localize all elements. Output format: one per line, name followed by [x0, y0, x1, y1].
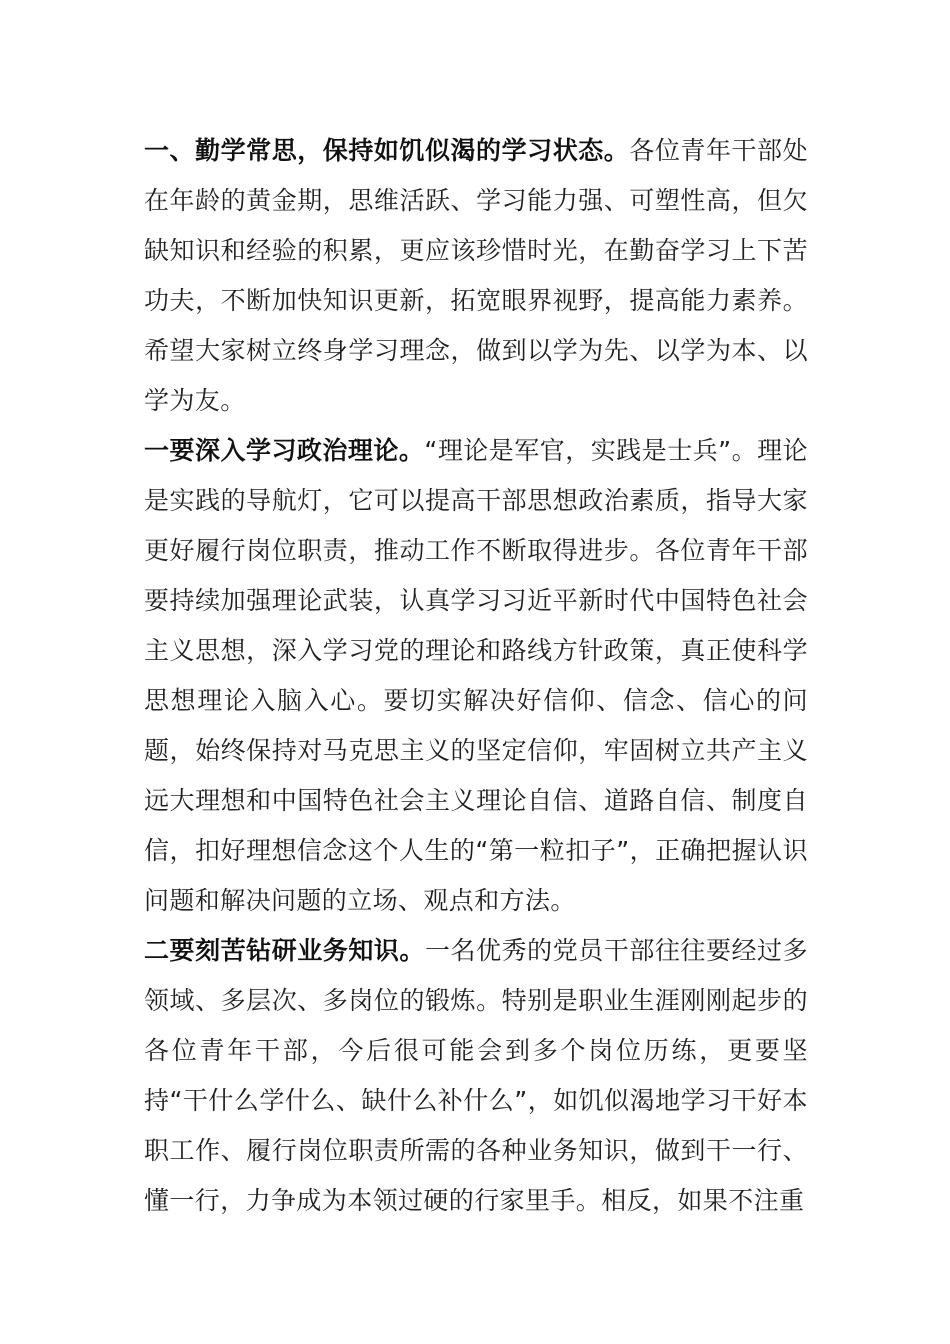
paragraph-study-state	[144, 126, 808, 426]
paragraph-heading: 一、勤学常思，保持如饥似渴的学习状态。	[144, 136, 630, 165]
paragraph-text: “理论是军官，实践是士兵”。理论是实践的导航灯，它可以提高干部思想政治素质，指导大家更好履行岗位职责，推动工作不断取得进步。各位青年干部要持续加强理论武装，认真学习习近平新时代中国特色社会主义思想，深入学习党的理论和路线方针政策，真正使科学思想理论入脑入心。要切实解决好信仰、信念、信心的问题，始终保持对马克思主义的坚定信仰，牢固树立共产主义远大理想和中国特色社会主义理论自信、道路自信、制度自信，扣好理想信念这个人生的“第一粒扣子”，正确把握认识问题和解决问题的立场、观点和方法。	[144, 436, 808, 915]
paragraph-heading: 一要深入学习政治理论。	[144, 436, 425, 465]
paragraph-business-knowledge	[144, 926, 808, 1226]
paragraph-heading: 二要刻苦钻研业务知识。	[144, 936, 425, 965]
paragraph-political-theory	[144, 426, 808, 926]
paragraph-text: 各位青年干部处在年龄的黄金期，思维活跃、学习能力强、可塑性高，但欠缺知识和经验的积累，更应该珍惜时光，在勤奋学习上下苦功夫，不断加快知识更新，拓宽眼界视野，提高能力素养。希望大家树立终身学习理念，做到以学为先、以学为本、以学为友。	[144, 136, 808, 415]
paragraph-text: 一名优秀的党员干部往往要经过多领域、多层次、多岗位的锻炼。特别是职业生涯刚刚起步的各位青年干部，今后很可能会到多个岗位历练，更要坚持“干什么学什么、缺什么补什么”，如饥似渴地学习干好本职工作、履行岗位职责所需的各种业务知识，做到干一行、懂一行，力争成为本领过硬的行家里手。相反，如果不注重	[144, 936, 808, 1215]
document-body	[144, 126, 808, 1226]
